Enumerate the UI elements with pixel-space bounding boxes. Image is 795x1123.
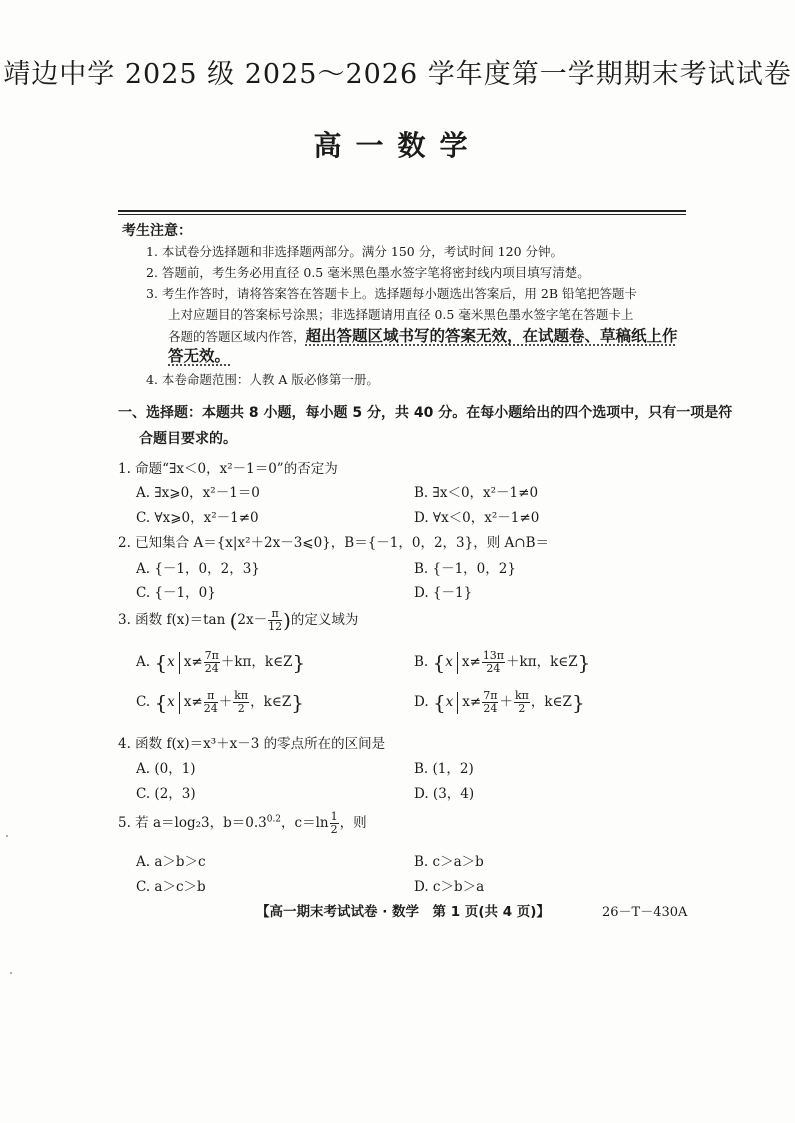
fraction xyxy=(482,650,505,675)
numerator: 7π xyxy=(204,649,219,662)
brace: } xyxy=(292,650,306,675)
paren: ( xyxy=(229,608,238,633)
option-c: C. ∀x⩾0，x²－1≠0 xyxy=(136,510,259,526)
brace: } xyxy=(577,650,591,675)
option-a: A. ∃x⩾0，x²－1＝0 xyxy=(136,485,260,501)
brace: } xyxy=(571,690,585,715)
option-b: B. (1，2) xyxy=(414,761,474,777)
option-d: D. c＞b＞a xyxy=(414,879,485,895)
option-d: D. ∀x＜0，x²－1≠0 xyxy=(414,510,540,526)
notice-line: 上对应题目的答案标号涂黑；非选择题请用直径 0.5 毫米黑色墨水签字笔在答题卡上 xyxy=(168,307,634,322)
stem-text: 的定义域为 xyxy=(290,612,359,628)
question-stem: 2. 已知集合 A＝{x|x²＋2x－3⩽0}，B＝{－1，0，2，3}，则 A∩B＝ xyxy=(118,535,549,551)
question-stem: 4. 函数 f(x)＝x³＋x－3 的零点所在的区间是 xyxy=(118,736,386,752)
option-text: x≠ xyxy=(462,694,482,710)
fraction xyxy=(514,690,530,715)
section-heading: 合题目要求的。 xyxy=(139,431,237,447)
numerator: π xyxy=(204,690,218,703)
exponent: 0.2 xyxy=(266,814,282,825)
option-text: ＋kπ，k∈Z xyxy=(506,654,578,670)
notice-line: 1. 本试卷分选择题和非选择题两部分。满分 150 分，考试时间 120 分钟。 xyxy=(146,244,564,259)
question-stem xyxy=(118,811,367,836)
divider xyxy=(118,210,686,212)
brace: { xyxy=(154,690,168,715)
option-b: B. c＞a＞b xyxy=(414,854,484,870)
option-text: ＋ xyxy=(218,694,233,710)
option-a: A. a＞b＞c xyxy=(136,854,206,870)
paren: ) xyxy=(283,608,291,633)
option-label: D. xyxy=(414,694,429,710)
option-a: A. {－1，0，2，3} xyxy=(136,561,260,577)
var: x xyxy=(445,654,453,670)
question-stem: 1. 命题“∃x＜0，x²－1＝0”的否定为 xyxy=(118,461,338,477)
var: x xyxy=(167,694,175,710)
option-c: C. a＞c＞b xyxy=(136,879,206,895)
denominator: 12 xyxy=(268,620,283,633)
option-label: C. xyxy=(136,694,151,710)
fraction xyxy=(268,608,282,633)
option-c xyxy=(136,690,304,715)
brace: } xyxy=(291,690,304,715)
numerator: 1 xyxy=(330,810,338,823)
notice-line xyxy=(168,324,678,346)
option-label: B. xyxy=(414,654,429,670)
option-b xyxy=(414,650,590,675)
denominator: 24 xyxy=(203,702,218,715)
stem-text: 3. 函数 f(x)＝tan xyxy=(118,612,226,628)
option-a: A. (0，1) xyxy=(136,761,196,777)
set-bar xyxy=(179,692,180,714)
brace: { xyxy=(432,690,446,715)
option-label: A. xyxy=(136,654,151,670)
set-bar xyxy=(457,692,458,714)
subject-title: 高一数学 xyxy=(313,129,482,162)
option-text: ，k∈Z xyxy=(250,694,292,710)
denominator: 2 xyxy=(330,823,338,836)
option-d: D. {－1} xyxy=(414,585,473,601)
option-c: C. {－1，0} xyxy=(136,585,216,601)
numerator: kπ xyxy=(234,689,249,702)
notice-emphasis: 答无效。 xyxy=(168,347,231,365)
divider xyxy=(118,214,686,215)
option-text: x≠ xyxy=(183,654,203,670)
fraction xyxy=(204,690,218,715)
page-footer: 【高一期末考试试卷 · 数学 第 1 页(共 4 页)】 xyxy=(256,904,550,920)
exam-code: 26－T－430A xyxy=(602,905,688,920)
notice-line: 4. 本卷命题范围：人教 A 版必修第一册。 xyxy=(146,372,379,387)
numerator: π xyxy=(268,608,282,621)
set-bar xyxy=(179,652,180,674)
fraction xyxy=(233,690,249,715)
option-d: D. (3，4) xyxy=(414,786,475,802)
notice-line: 3. 考生作答时，请将答案答在答题卡上。选择题每小题选出答案后，用 2B 铅笔把答题卡 xyxy=(146,286,637,301)
notice-line: 2. 答题前，考生务必用直径 0.5 毫米黑色墨水签字笔将密封线内项目填写清楚。 xyxy=(146,265,590,280)
option-text: x≠ xyxy=(183,694,203,710)
option-text: ，k∈Z xyxy=(530,694,572,710)
stem-text: 2x－ xyxy=(237,612,268,628)
numerator: kπ xyxy=(514,689,529,702)
denominator: 24 xyxy=(483,702,498,715)
fraction xyxy=(482,690,498,715)
var: x xyxy=(167,654,175,670)
option-c: C. (2，3) xyxy=(136,786,196,802)
brace: { xyxy=(154,650,168,675)
question-stem xyxy=(118,608,358,633)
option-b: B. ∃x＜0，x²－1≠0 xyxy=(414,485,539,501)
stem-text: ，c＝ln xyxy=(281,815,329,831)
var: x xyxy=(445,694,454,710)
option-text: x≠ xyxy=(461,654,481,670)
option-d xyxy=(414,690,585,715)
scan-speck xyxy=(6,835,8,837)
denominator: 2 xyxy=(237,702,245,715)
option-a xyxy=(136,650,305,675)
stem-text: 5. 若 a＝log₂3，b＝0.3 xyxy=(118,815,267,831)
denominator: 24 xyxy=(486,662,501,675)
stem-text: ，则 xyxy=(339,815,367,831)
notice-line xyxy=(168,344,230,366)
notice-emphasis: 超出答题区域书写的答案无效，在试题卷、草稿纸上作 xyxy=(305,327,678,345)
exam-title: 靖边中学 2025 级 2025～2026 学年度第一学期期末考试试卷 xyxy=(3,59,792,90)
option-text: ＋kπ，k∈Z xyxy=(220,654,293,670)
option-b: B. {－1，0，2} xyxy=(414,561,516,577)
option-text: ＋ xyxy=(499,694,513,710)
brace: { xyxy=(432,650,446,675)
denominator: 24 xyxy=(204,662,219,675)
fraction xyxy=(330,811,339,836)
scan-speck xyxy=(10,972,12,974)
numerator: 13π xyxy=(482,649,505,662)
set-bar xyxy=(457,652,458,674)
numerator: 7π xyxy=(483,689,498,702)
fraction xyxy=(204,650,220,675)
notice-heading: 考生注意： xyxy=(122,223,192,239)
notice-text: 各题的答题区域内作答， xyxy=(168,329,306,344)
denominator: 2 xyxy=(518,702,526,715)
section-heading: 一、选择题：本题共 8 小题，每小题 5 分，共 40 分。在每小题给出的四个选项中，只有一项是符 xyxy=(118,405,733,421)
